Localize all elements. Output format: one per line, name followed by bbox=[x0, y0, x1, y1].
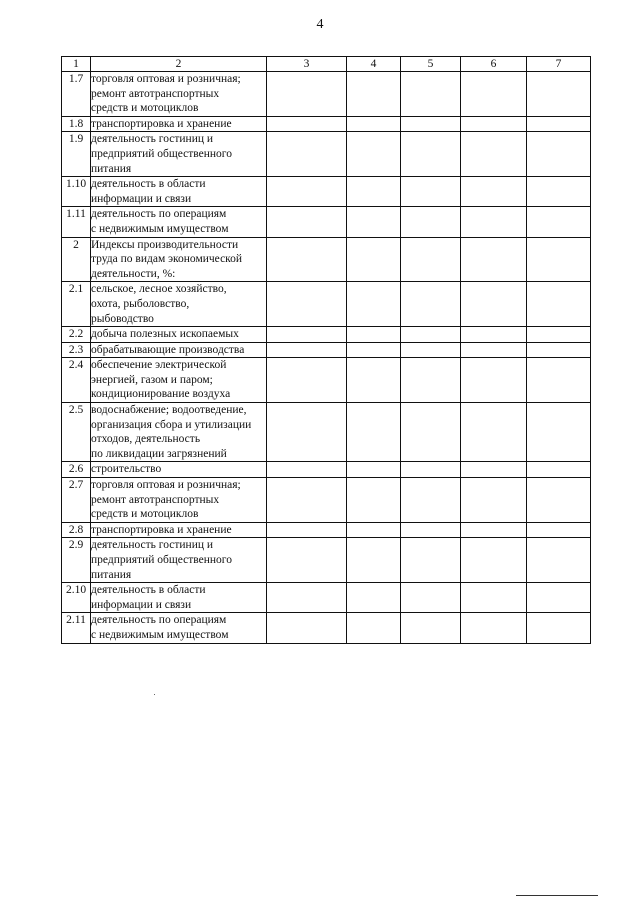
empty-cell-col-7 bbox=[527, 342, 591, 358]
empty-cell-col-6 bbox=[461, 583, 527, 613]
empty-cell-col-7 bbox=[527, 116, 591, 132]
empty-cell-col-6 bbox=[461, 282, 527, 327]
empty-cell-col-4 bbox=[347, 403, 401, 462]
empty-cell-col-6 bbox=[461, 462, 527, 478]
empty-cell-col-7 bbox=[527, 403, 591, 462]
empty-cell-col-4 bbox=[347, 342, 401, 358]
empty-cell-col-5 bbox=[401, 72, 461, 117]
empty-cell-col-3 bbox=[267, 403, 347, 462]
empty-cell-col-5 bbox=[401, 478, 461, 523]
row-label-line: информации и связи bbox=[91, 598, 192, 611]
empty-cell-col-4 bbox=[347, 462, 401, 478]
empty-cell-col-5 bbox=[401, 237, 461, 282]
row-label bbox=[91, 583, 267, 613]
row-label-line: сельское, лесное хозяйство, bbox=[91, 283, 227, 296]
empty-cell-col-7 bbox=[527, 132, 591, 177]
row-label-line: отходов, деятельность bbox=[91, 433, 201, 446]
row-label-line: с недвижимым имуществом bbox=[91, 222, 229, 235]
row-number: 1.7 bbox=[62, 72, 91, 117]
empty-cell-col-5 bbox=[401, 462, 461, 478]
header-cell-4: 4 bbox=[347, 57, 401, 72]
table-row bbox=[62, 583, 591, 613]
row-number: 1.11 bbox=[62, 207, 91, 237]
row-label-line: ремонт автотранспортных bbox=[91, 87, 220, 100]
empty-cell-col-6 bbox=[461, 237, 527, 282]
empty-cell-col-7 bbox=[527, 358, 591, 403]
row-label-line: энергией, газом и паром; bbox=[91, 373, 213, 386]
row-label-line: деятельность по операциям bbox=[91, 614, 227, 627]
row-label bbox=[91, 358, 267, 403]
row-label-line: ремонт автотранспортных bbox=[91, 493, 220, 506]
row-number: 2.1 bbox=[62, 282, 91, 327]
row-label-line: предприятий общественного bbox=[91, 554, 232, 566]
table-row bbox=[62, 237, 591, 282]
row-label-line: деятельность гостиниц и bbox=[91, 133, 214, 146]
table-row bbox=[62, 72, 591, 117]
empty-cell-col-4 bbox=[347, 583, 401, 613]
row-number: 2.9 bbox=[62, 538, 91, 583]
row-label-line: деятельность гостиниц и bbox=[91, 539, 214, 552]
row-label-line: с недвижимым имуществом bbox=[91, 628, 229, 641]
empty-cell-col-3 bbox=[267, 462, 347, 478]
table-body bbox=[62, 72, 591, 644]
row-label-line: информации и связи bbox=[91, 192, 192, 205]
empty-cell-col-7 bbox=[527, 237, 591, 282]
row-label-line: торговля оптовая и розничная; bbox=[91, 73, 241, 85]
empty-cell-col-3 bbox=[267, 478, 347, 523]
row-number: 1.8 bbox=[62, 116, 91, 132]
row-label-line: деятельности, %: bbox=[91, 267, 176, 280]
row-label-line: добыча полезных ископаемых bbox=[91, 328, 239, 341]
row-label bbox=[91, 177, 267, 207]
empty-cell-col-7 bbox=[527, 207, 591, 237]
empty-cell-col-3 bbox=[267, 116, 347, 132]
empty-cell-col-7 bbox=[527, 177, 591, 207]
table-row bbox=[62, 462, 591, 478]
empty-cell-col-4 bbox=[347, 72, 401, 117]
empty-cell-col-5 bbox=[401, 583, 461, 613]
row-label-line: транспортировка и хранение bbox=[91, 523, 232, 536]
empty-cell-col-4 bbox=[347, 327, 401, 343]
empty-cell-col-5 bbox=[401, 613, 461, 643]
row-number: 2 bbox=[62, 237, 91, 282]
empty-cell-col-7 bbox=[527, 462, 591, 478]
empty-cell-col-6 bbox=[461, 522, 527, 538]
empty-cell-col-3 bbox=[267, 207, 347, 237]
empty-cell-col-6 bbox=[461, 538, 527, 583]
row-number: 2.10 bbox=[62, 583, 91, 613]
empty-cell-col-6 bbox=[461, 478, 527, 523]
table-row bbox=[62, 342, 591, 358]
empty-cell-col-3 bbox=[267, 613, 347, 643]
row-label bbox=[91, 116, 267, 132]
table-row bbox=[62, 538, 591, 583]
header-cell-5: 5 bbox=[401, 57, 461, 72]
row-label-line: средств и мотоциклов bbox=[91, 102, 199, 115]
row-label-line: рыбоводство bbox=[91, 312, 154, 325]
empty-cell-col-5 bbox=[401, 177, 461, 207]
empty-cell-col-4 bbox=[347, 177, 401, 207]
row-number: 1.9 bbox=[62, 132, 91, 177]
row-label-line: предприятий общественного bbox=[91, 147, 232, 160]
row-label-line: питания bbox=[91, 162, 132, 175]
empty-cell-col-6 bbox=[461, 403, 527, 462]
row-number: 2.8 bbox=[62, 522, 91, 538]
empty-cell-col-4 bbox=[347, 478, 401, 523]
table-row bbox=[62, 207, 591, 237]
empty-cell-col-6 bbox=[461, 72, 527, 117]
row-label-line: обрабатывающие производства bbox=[91, 343, 245, 356]
row-label-line: строительство bbox=[91, 463, 162, 476]
empty-cell-col-5 bbox=[401, 116, 461, 132]
row-label bbox=[91, 72, 267, 117]
row-label bbox=[91, 237, 267, 282]
empty-cell-col-7 bbox=[527, 72, 591, 117]
empty-cell-col-5 bbox=[401, 132, 461, 177]
empty-cell-col-5 bbox=[401, 207, 461, 237]
empty-cell-col-3 bbox=[267, 327, 347, 343]
table-row bbox=[62, 613, 591, 643]
row-label-line: по ликвидации загрязнений bbox=[91, 447, 227, 460]
empty-cell-col-5 bbox=[401, 327, 461, 343]
empty-cell-col-7 bbox=[527, 478, 591, 523]
empty-cell-col-5 bbox=[401, 282, 461, 327]
row-label bbox=[91, 207, 267, 237]
row-label bbox=[91, 282, 267, 327]
indicator-table bbox=[61, 56, 591, 644]
row-number: 2.6 bbox=[62, 462, 91, 478]
row-label bbox=[91, 538, 267, 583]
empty-cell-col-6 bbox=[461, 342, 527, 358]
page-number: 4 bbox=[316, 17, 324, 32]
empty-cell-col-3 bbox=[267, 72, 347, 117]
empty-cell-col-3 bbox=[267, 358, 347, 403]
empty-cell-col-3 bbox=[267, 583, 347, 613]
empty-cell-col-6 bbox=[461, 177, 527, 207]
empty-cell-col-7 bbox=[527, 538, 591, 583]
empty-cell-col-7 bbox=[527, 327, 591, 343]
row-label-line: охота, рыболовство, bbox=[91, 297, 190, 310]
empty-cell-col-4 bbox=[347, 358, 401, 403]
footer-line bbox=[516, 895, 598, 896]
row-label bbox=[91, 132, 267, 177]
row-number: 1.10 bbox=[62, 177, 91, 207]
row-number: 2.2 bbox=[62, 327, 91, 343]
row-label bbox=[91, 478, 267, 523]
empty-cell-col-6 bbox=[461, 358, 527, 403]
row-label bbox=[91, 522, 267, 538]
row-label-line: средств и мотоциклов bbox=[91, 508, 199, 521]
row-label-line: обеспечение электрической bbox=[91, 359, 227, 372]
empty-cell-col-4 bbox=[347, 132, 401, 177]
table-row bbox=[62, 327, 591, 343]
row-label-line: труда по видам экономической bbox=[91, 253, 243, 266]
empty-cell-col-6 bbox=[461, 613, 527, 643]
empty-cell-col-3 bbox=[267, 522, 347, 538]
row-label-line: питания bbox=[91, 568, 132, 581]
empty-cell-col-7 bbox=[527, 583, 591, 613]
empty-cell-col-4 bbox=[347, 522, 401, 538]
row-label bbox=[91, 403, 267, 462]
empty-cell-col-3 bbox=[267, 342, 347, 358]
empty-cell-col-3 bbox=[267, 132, 347, 177]
empty-cell-col-3 bbox=[267, 237, 347, 282]
row-label bbox=[91, 462, 267, 478]
empty-cell-col-3 bbox=[267, 282, 347, 327]
empty-cell-col-3 bbox=[267, 177, 347, 207]
empty-cell-col-4 bbox=[347, 207, 401, 237]
empty-cell-col-4 bbox=[347, 237, 401, 282]
empty-cell-col-4 bbox=[347, 282, 401, 327]
row-label bbox=[91, 327, 267, 343]
row-label bbox=[91, 613, 267, 643]
header-cell-1: 1 bbox=[62, 57, 91, 72]
table-row bbox=[62, 116, 591, 132]
table-row bbox=[62, 478, 591, 523]
empty-cell-col-3 bbox=[267, 538, 347, 583]
table-row bbox=[62, 358, 591, 403]
empty-cell-col-5 bbox=[401, 342, 461, 358]
empty-cell-col-7 bbox=[527, 613, 591, 643]
empty-cell-col-4 bbox=[347, 116, 401, 132]
row-number: 2.3 bbox=[62, 342, 91, 358]
empty-cell-col-5 bbox=[401, 403, 461, 462]
empty-cell-col-6 bbox=[461, 132, 527, 177]
empty-cell-col-7 bbox=[527, 522, 591, 538]
row-label-line: деятельность в области bbox=[91, 584, 206, 597]
empty-cell-col-6 bbox=[461, 327, 527, 343]
header-cell-7: 7 bbox=[527, 57, 591, 72]
empty-cell-col-4 bbox=[347, 613, 401, 643]
empty-cell-col-5 bbox=[401, 358, 461, 403]
row-label bbox=[91, 342, 267, 358]
row-label-line: водоснабжение; водоотведение, bbox=[91, 404, 247, 417]
header-cell-2: 2 bbox=[91, 57, 267, 72]
table-row bbox=[62, 403, 591, 462]
header-cell-6: 6 bbox=[461, 57, 527, 72]
header-cell-3: 3 bbox=[267, 57, 347, 72]
empty-cell-col-5 bbox=[401, 538, 461, 583]
row-number: 2.11 bbox=[62, 613, 91, 643]
empty-cell-col-6 bbox=[461, 207, 527, 237]
row-number: 2.4 bbox=[62, 358, 91, 403]
empty-cell-col-5 bbox=[401, 522, 461, 538]
table-header-row bbox=[62, 57, 591, 72]
row-label-line: Индексы производительности bbox=[91, 238, 239, 251]
row-label-line: транспортировка и хранение bbox=[91, 117, 232, 130]
row-label-line: деятельность в области bbox=[91, 178, 206, 191]
table-row bbox=[62, 522, 591, 538]
row-label-line: кондиционирование воздуха bbox=[91, 388, 231, 401]
table-row bbox=[62, 132, 591, 177]
scan-speck bbox=[154, 694, 155, 695]
table-row bbox=[62, 177, 591, 207]
empty-cell-col-4 bbox=[347, 538, 401, 583]
empty-cell-col-6 bbox=[461, 116, 527, 132]
row-number: 2.7 bbox=[62, 478, 91, 523]
table-row bbox=[62, 282, 591, 327]
row-label-line: организация сбора и утилизации bbox=[91, 418, 252, 431]
row-label-line: деятельность по операциям bbox=[91, 208, 227, 221]
row-number: 2.5 bbox=[62, 403, 91, 462]
row-label-line: торговля оптовая и розничная; bbox=[91, 479, 241, 492]
empty-cell-col-7 bbox=[527, 282, 591, 327]
